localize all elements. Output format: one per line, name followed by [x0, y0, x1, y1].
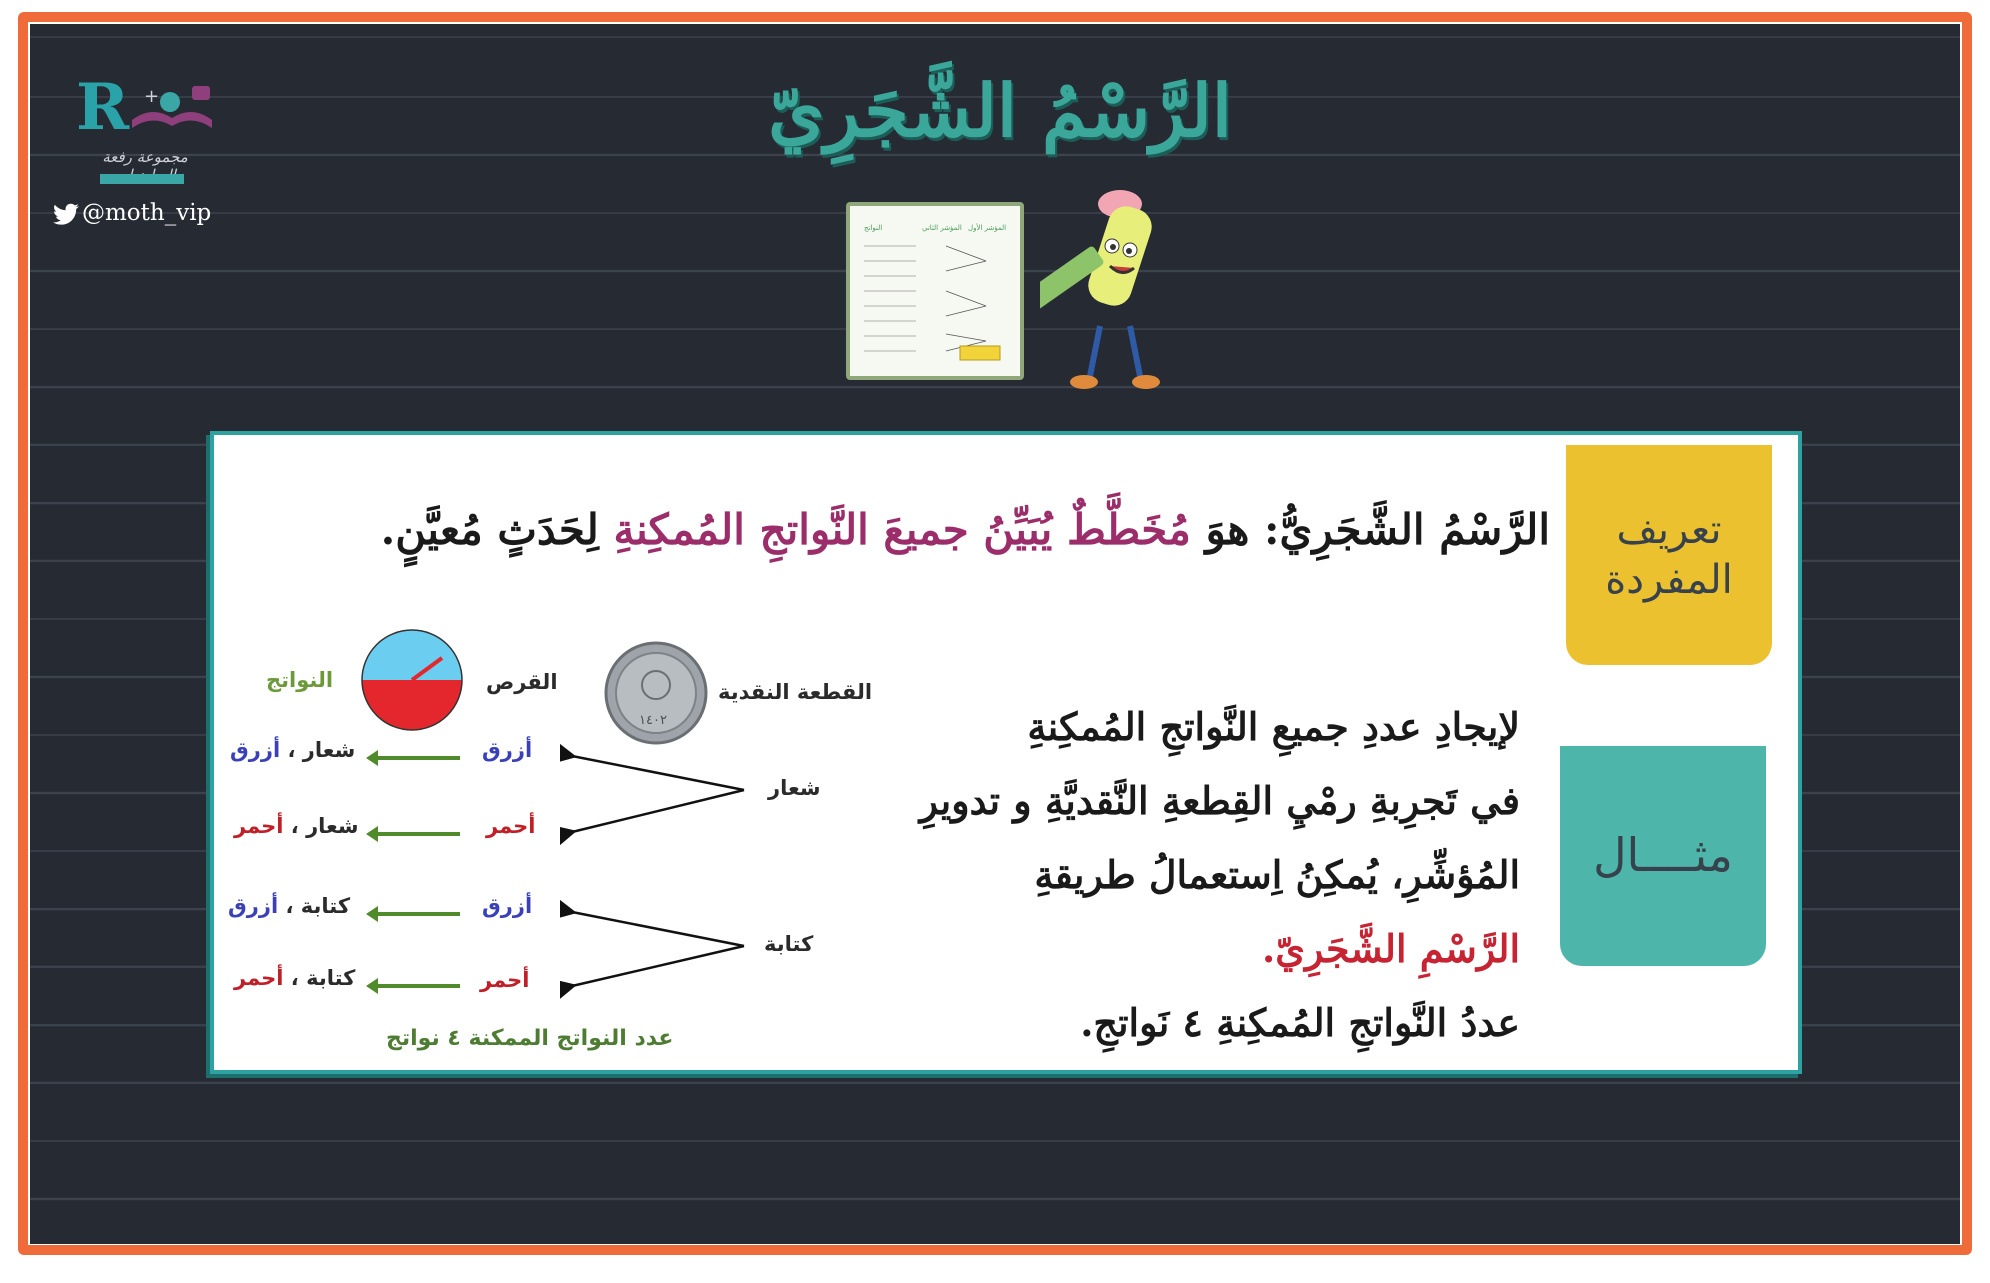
example-line-3: المُؤشِّرِ، يُمكِنُ اِستعمالُ طريقةِ: [1034, 852, 1520, 897]
brand-logo: [70, 70, 230, 180]
example-line-1: لإيجادِ عددِ جميعِ النَّواتجِ المُمكِنةِ: [1027, 704, 1520, 749]
outcome-arrow-3: [376, 912, 460, 916]
tree-header-outcomes: النواتج: [266, 668, 334, 692]
tree-lines: [560, 740, 760, 1010]
tree-branch-shiar: شعار: [768, 776, 821, 800]
twitter-bird-icon: [52, 203, 80, 227]
svg-text:النواتج: النواتج: [864, 224, 883, 232]
outcome-2-b: أحمر: [234, 814, 284, 838]
outcome-arrow-2: [376, 832, 460, 836]
outcome-2: [234, 814, 359, 838]
page-title: الرَّسْمُ الشَّجَرِيّ: [768, 68, 1232, 153]
outcome-4: [234, 966, 355, 990]
tree-leaf-blue-1: أزرق: [482, 738, 533, 762]
easel-illustration: [846, 192, 1022, 382]
tree-summary: عدد النواتج الممكنة ٤ نواتج: [386, 1026, 674, 1051]
svg-text:+: +: [144, 86, 160, 107]
definition-part2: لِحَدَثٍ مُعيَّنٍ.: [380, 505, 599, 554]
tree-leaf-red-1: أحمر: [486, 814, 536, 838]
definition-tag-label: تعريف المفردة: [1605, 507, 1733, 603]
definition-sentence: [240, 505, 1550, 554]
definition-tag: [1566, 445, 1772, 665]
example-line-5: عددُ النَّواتجِ المُمكِنةِ ٤ نَواتجِ.: [1080, 1000, 1520, 1045]
outcome-arrow-1: [376, 756, 460, 760]
logo-bar: [100, 174, 184, 184]
example-line-4: الرَّسْمِ الشَّجَرِيّ.: [1262, 926, 1520, 971]
definition-term: الرَّسْمُ الشَّجَرِيُّ:: [1263, 505, 1550, 554]
tree-header-coin: القطعة النقدية: [718, 680, 873, 704]
outcome-4-a: كتابة ،: [290, 966, 356, 990]
outcome-1-a: شعار ،: [287, 738, 356, 762]
example-text: [900, 690, 1520, 1060]
tree-branch-kitaba: كتابة: [764, 932, 814, 956]
outcome-1: [230, 738, 355, 762]
outcome-3-a: كتابة ،: [285, 894, 351, 918]
coin-icon: [603, 640, 709, 746]
pencil-mascot-icon: [1040, 176, 1160, 396]
example-line-2: في تَجرِبةِ رمْيِ القِطعةِ النَّقديَّةِ و تدويرِ: [919, 778, 1520, 823]
example-tag-label: مثــــال: [1593, 828, 1733, 883]
outcome-3-b: أزرق: [228, 894, 279, 918]
logo-letter: R: [76, 70, 130, 145]
svg-text:المؤشر الثاني: المؤشر الثاني: [922, 224, 962, 232]
svg-text:المؤشر الأول: المؤشر الأول: [968, 224, 1006, 232]
logo-tagline: مجموعة رفعة: [102, 148, 188, 166]
outcome-4-b: أحمر: [234, 966, 284, 990]
outcome-1-b: أزرق: [230, 738, 281, 762]
definition-highlight: مُخَطَّطٌ يُبَيِّنُ جميعَ النَّواتجِ المُمكِنةِ: [613, 505, 1191, 554]
tree-leaf-blue-2: أزرق: [482, 894, 533, 918]
tree-leaf-red-2: أحمر: [480, 968, 530, 992]
logo-books-icon: [122, 80, 222, 140]
outcome-3: [228, 894, 350, 918]
outcome-arrow-4: [376, 984, 460, 988]
twitter-handle[interactable]: @moth_vip: [82, 200, 212, 226]
coin-year: ١٤٠٢: [639, 713, 667, 728]
outcome-2-a: شعار ،: [290, 814, 359, 838]
tree-header-spinner: القرص: [486, 670, 558, 694]
easel-tree-sketch: [856, 216, 1006, 366]
example-tag: [1560, 746, 1766, 966]
definition-part1: هوَ: [1205, 505, 1250, 554]
spinner-icon: [360, 628, 464, 732]
